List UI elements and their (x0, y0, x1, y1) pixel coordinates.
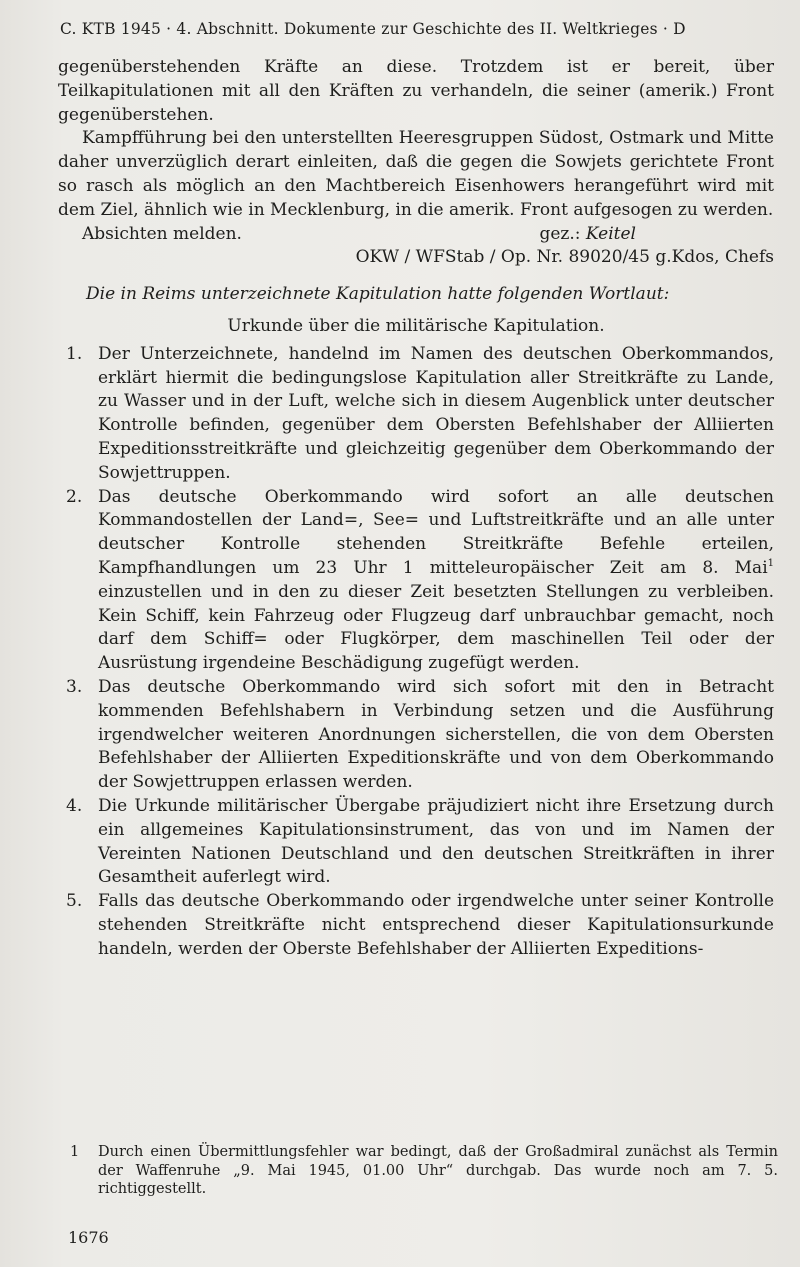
item-number: 1. (66, 343, 83, 364)
item-number: 4. (66, 795, 83, 816)
item-text: Das deutsche Oberkommando wird sofort an alle deutschen Kommandostellen der Land=, See= und Luftstreitkräfte und an alle unter deutscher Kontrolle stehenden Streitkräfte Befehle erteilen, Kampfhandlungen um 23 Uhr 1 mitteleuropäischer Zeit am 8. Mai (98, 486, 774, 578)
item-number: 2. (66, 486, 83, 507)
running-header: C. KTB 1945 · 4. Abschnitt. Dokumente zur Geschichte des II. Weltkrieges · D (60, 20, 686, 38)
paragraph: Kampfführung bei den unterstellten Heeresgruppen Südost, Ostmark und Mitte daher unverzüglich derart einleiten, daß die gegen die Sowjets gerichtete Front so rasch als möglich an den Machtbereich Eisenhowers herangeführt wird mit dem Ziel, ähnlich wie in Mecklenburg, in die amerik. Front aufgesogen zu werden. (58, 128, 774, 220)
paragraph: gegenüberstehenden Kräfte an diese. Trotzdem ist er bereit, über Teilkapitulationen mit all den Kräften zu verhandeln, die seiner (amerik.) Front gegenüberstehen. (58, 57, 774, 125)
footnote (70, 1143, 778, 1199)
footnote-number: 1 (70, 1144, 80, 1160)
reference-number: OKW / WFStab / Op. Nr. 89020/45 g.Kdos, Chefs (355, 247, 774, 268)
signature-line (58, 223, 774, 247)
closing-phrase: Absichten melden. (82, 223, 242, 244)
item-text: Falls das deutsche Oberkommando oder irgendwelche unter seiner Kontrolle stehenden Streitkräfte nicht entsprechend dieser Kapitulationsurkunde handeln, werden der Oberste Befehlshaber der Alliierten Expeditions- (98, 891, 774, 959)
list-item (58, 890, 774, 961)
page-number: 1676 (68, 1228, 109, 1247)
list-item (58, 486, 774, 676)
document-title: Urkunde über die militärische Kapitulation. (227, 315, 605, 336)
signature-name: Keitel (585, 223, 636, 244)
item-text: Der Unterzeichnete, handelnd im Namen des deutschen Oberkommandos, erklärt hiermit die bedingungslose Kapitulation aller Streitkräfte zu Lande, zu Wasser und in der Luft, welche sich in diesem Augenblick unter deutscher Kontrolle befinden, gegenüber dem Obersten Befehlshaber der Alliierten Expeditionsstreitkräfte und gleichzeitig gegenüber dem Oberkommando der Sowjettruppen. (98, 343, 774, 483)
body-text (58, 56, 774, 961)
list-item (58, 343, 774, 486)
item-number: 5. (66, 891, 83, 912)
article-list (58, 343, 774, 962)
list-item (58, 676, 774, 795)
footnote-text: Durch einen Übermittlungsfehler war bedingt, daß der Großadmiral zunächst als Termin der Waffenruhe „9. Mai 1945, 01.00 Uhr“ durchgab. Das wurde noch am 7. 5. richtiggestellt. (98, 1144, 778, 1197)
item-text: Das deutsche Oberkommando wird sich sofort mit den in Betracht kommenden Befehlshabern in Verbindung setzen und die Ausführung irgendwelcher weiteren Anordnungen sicherstellen, die von dem Obersten Befehlshaber der Alliierten Expeditionskräfte und von dem Oberkommando der Sowjettruppen erlassen werden. (98, 676, 774, 793)
intro-sentence: Die in Reims unterzeichnete Kapitulation hatte folgenden Wortlaut: (86, 284, 670, 305)
item-number: 3. (66, 676, 83, 697)
signature-prefix: gez.: (539, 223, 581, 244)
list-item (58, 795, 774, 890)
item-text: einzustellen und in den zu dieser Zeit besetzten Stellungen zu verbleiben. Kein Schiff, kein Fahrzeug oder Flugzeug darf unbrauchbar gemacht, noch darf dem Schiff= oder Flugkörper, dem maschinellen Teil oder der Ausrüstung irgendeine Beschädigung zugefügt werden. (98, 581, 774, 674)
footnote-ref: 1 (767, 557, 774, 569)
item-text: Die Urkunde militärischer Übergabe präjudiziert nicht ihre Ersetzung durch ein allgemeines Kapitulationsinstrument, das von und im Namen der Vereinten Nationen Deutschland und den deutschen Streitkräften in ihrer Gesamtheit auferlegt wird. (98, 795, 774, 888)
signature (539, 223, 636, 247)
